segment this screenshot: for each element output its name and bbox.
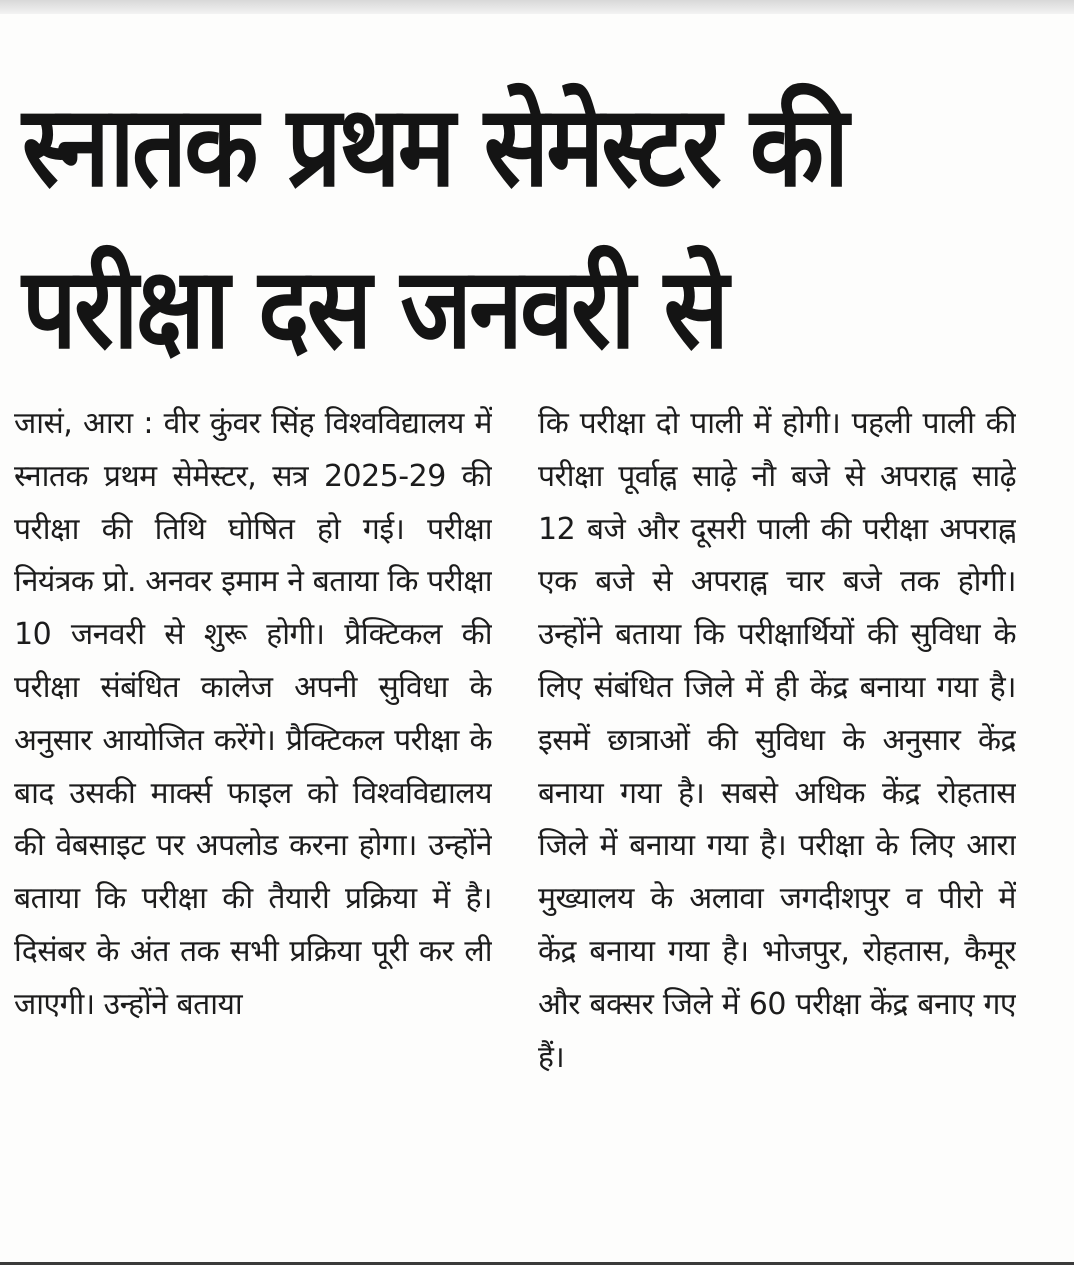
article-body-right-column: कि परीक्षा दो पाली में होगी। पहली पाली की परीक्षा पूर्वाह्न साढ़े नौ बजे से अपराह्न साढ़े 12 बजे और दूसरी पाली की परीक्षा अपराह्न एक बजे से अपराह्न चार बजे तक होगी। उन्होंने बताया कि परीक्षार्थियों की सुविधा के लिए संबंधित जिले में ही केंद्र बनाया गया है। इसमें छात्राओं की सुविधा के अनुसार केंद्र बनाया गया है। सबसे अधिक केंद्र रोहतास जिले में बनाया गया है। परीक्षा के लिए आरा मुख्यालय के अलावा जगदीशपुर व पीरो में केंद्र बनाया गया है। भोजपुर, रोहतास, कैमूर और बक्सर जिले में 60 परीक्षा केंद्र बनाए गए हैं। xyxy=(538,406,1016,1075)
headline-line-2: परीक्षा दस जनवरी से xyxy=(22,244,727,374)
headline-line-1: स्नातक प्रथम सेमेस्टर की xyxy=(22,82,847,212)
article-body-left-column: जासं, आरा : वीर कुंवर सिंह विश्वविद्यालय में स्नातक प्रथम सेमेस्टर, सत्र 2025-29 की परीक्षा की तिथि घोषित हो गई। परीक्षा नियंत्रक प्रो. अनवर इमाम ने बताया कि परीक्षा 10 जनवरी से शुरू होगी। प्रैक्टिकल की परीक्षा संबंधित कालेज अपनी सुविधा के अनुसार आयोजित करेंगे। प्रैक्टिकल परीक्षा के बाद उसकी मार्क्स फाइल को विश्वविद्यालय की वेबसाइट पर अपलोड करना होगा। उन्होंने बताया कि परीक्षा की तैयारी प्रक्रिया में है। दिसंबर के अंत तक सभी प्रक्रिया पूरी कर ली जाएगी। उन्होंने बताया xyxy=(14,406,492,1022)
clipping-top-edge xyxy=(0,0,1074,14)
bottom-margin xyxy=(0,1265,1074,1280)
headline xyxy=(22,66,908,390)
